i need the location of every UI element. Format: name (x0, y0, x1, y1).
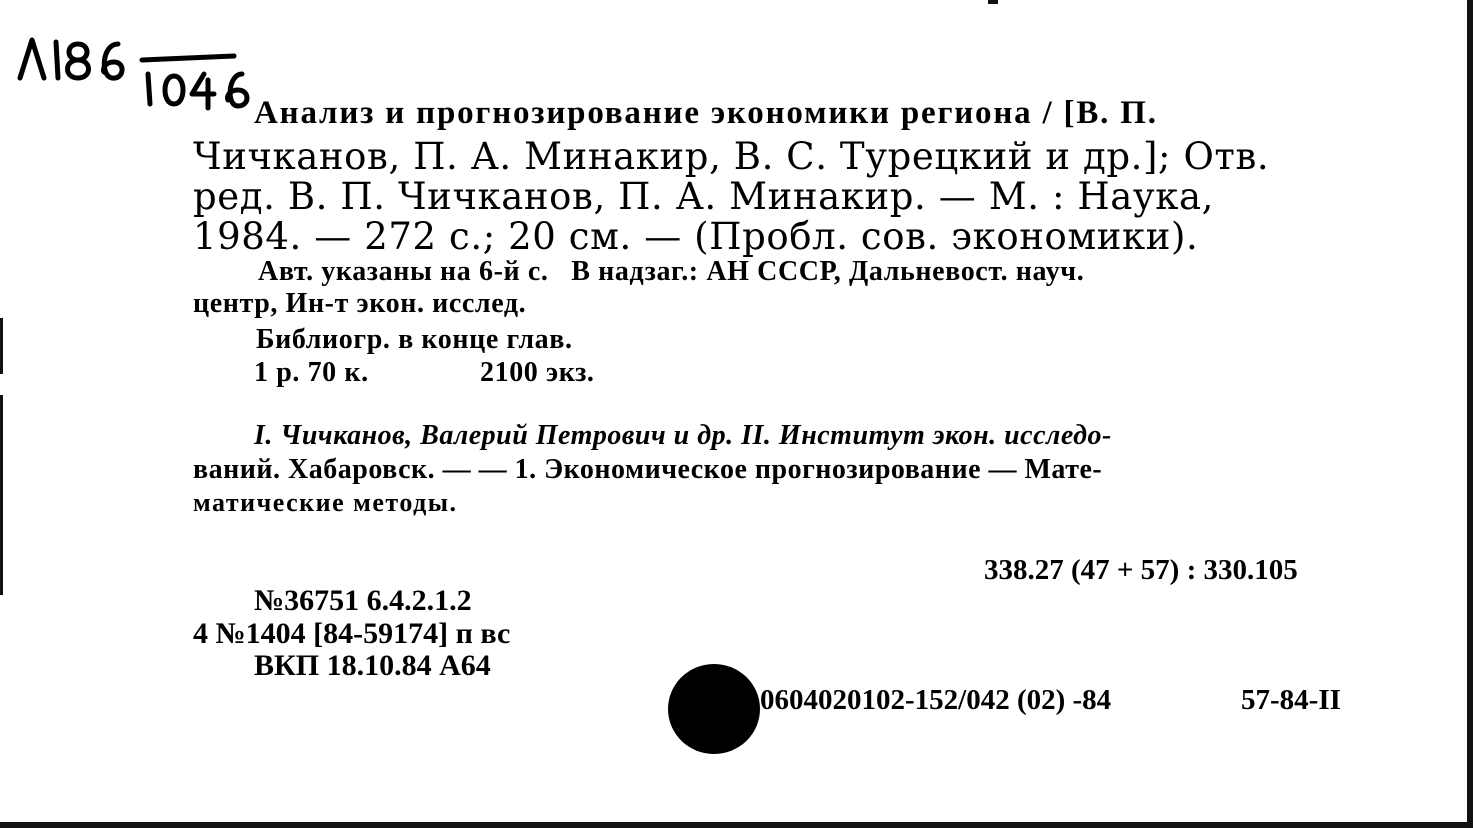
responsibility-line: Чичканов, П. А. Минакир, В. С. Турецкий и др.]; Отв. (193, 135, 1270, 178)
catalog-code: 0604020102-152/042 (02) -84 (760, 684, 1112, 716)
catalog-code-tail: 57-84-II (1241, 684, 1341, 716)
inventory-line: 4 №1404 [84-59174] п вс (193, 617, 511, 650)
tracing-line: матические методы. (193, 488, 458, 517)
punched-hole (668, 664, 760, 754)
header-note: В надзаг.: АН СССР, Дальневост. науч. (571, 256, 1085, 287)
inventory-line: №36751 6.4.2.1.2 (254, 584, 472, 617)
card-left-mark (0, 395, 3, 595)
editors-line: ред. В. П. Чичканов, П. А. Минакир. — М. : Наука, (193, 175, 1215, 218)
handwritten-shelf-mark (14, 14, 254, 104)
inventory-line: ВКП 18.10.84 А64 (254, 649, 491, 682)
card-left-mark (0, 318, 3, 374)
bibliography-note: Библиогр. в конце глав. (256, 324, 573, 355)
card-bottom-edge (0, 822, 1473, 828)
tracing-line: I. Чичканов, Валерий Петрович и др. II. Институт экон. исследо- (254, 420, 1112, 451)
authors-note (258, 258, 1084, 286)
card-right-edge (1467, 0, 1473, 828)
udc-index: 338.27 (47 + 57) : 330.105 (984, 554, 1298, 586)
print-run: 2100 экз. (480, 357, 595, 388)
handwritten-shelf-mark-drawing (14, 14, 254, 104)
header-note-continuation: центр, Ин-т экон. исслед. (193, 288, 527, 319)
tracing-line: ваний. Хабаровск. — — 1. Экономическое прогнозирование — Мате- (193, 454, 1103, 485)
scan-speck (988, 0, 998, 4)
title-line: Анализ и прогнозирование экономики региона / [В. П. (254, 95, 1158, 131)
imprint-line: 1984. — 272 с.; 20 см. — (Пробл. сов. экономики). (193, 215, 1199, 258)
price: 1 р. 70 к. (254, 357, 369, 388)
authors-note-text: Авт. указаны на 6-й с. (258, 256, 549, 287)
